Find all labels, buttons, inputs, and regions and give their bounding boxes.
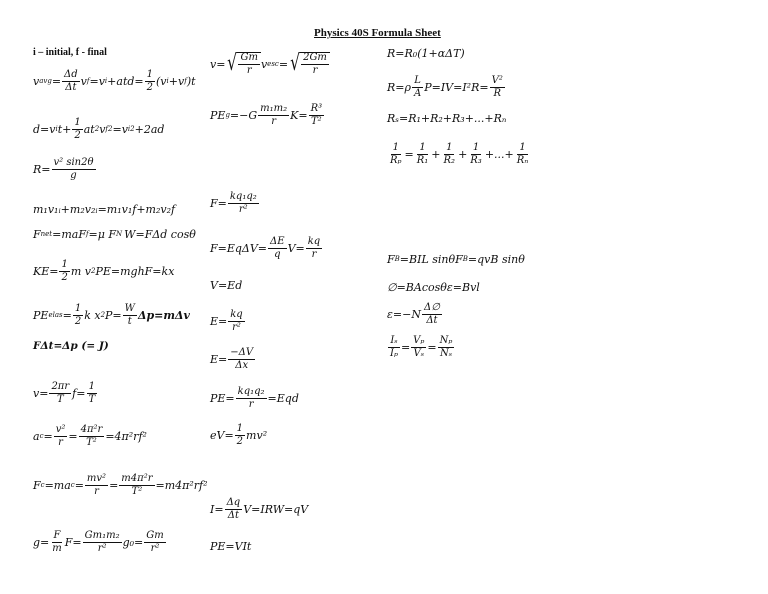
formula-resistivity-power: R=ρ L A P=IV=I²R= $\frac{\text{V²}}{R}$	[387, 75, 503, 99]
formula-gravitational-pe: PE g =−G m₁m₂ r K= $\frac{\text{R³}}{\text{T²}}$	[210, 103, 323, 127]
formula-electric-field-point: E= $\frac{kq}{\text{r²}}$	[210, 309, 243, 333]
page-title: Physics 40S Formula Sheet	[314, 27, 441, 39]
formula-induced-emf: ε=−N Δ∅ Δt	[387, 302, 440, 326]
formula-elastic-energy: PE elas = 1 2 k x 2 P= $\frac{W}{t}$ Δp=mΔv	[33, 303, 190, 327]
initial-final-note: i – initial, f - final	[33, 47, 107, 58]
formula-parallel-resistance: 1 Rₚ = 1 R₁ + 1 R₂ + 1 R₃ +...+ $\frac{1}{\text{Rₙ}}$	[390, 142, 529, 166]
formula-resistance-temperature: R=R₀(1+αΔT)	[387, 47, 465, 60]
formula-average-velocity: v avg = Δd Δt v f =v i +atd= $\frac{1}{2}$ (v i +v f )t	[33, 69, 196, 93]
formula-electric-pe: PE= $\frac{\text{kq₁q₂}}{r}$ =Eqd	[210, 386, 299, 410]
formula-magnetic-flux: ∅=BAcosθε=Bvl	[387, 281, 480, 294]
formula-transformer: Iₛ Iₚ = Vₚ Vₛ = Nₚ Nₛ	[390, 335, 453, 359]
formula-range: R= $\frac{\text{v² sin2θ}}{g}$	[33, 157, 94, 181]
formula-net-force: F net =maF f =μ F N W=FΔd cosθ	[33, 228, 196, 241]
formula-electric-force: F=EqΔV= $\frac{\Delta E}{q}$ V= $\frac{kq}{r}$	[210, 236, 321, 260]
formula-orbital-velocity: v= √ Gm r v esc = √ 2Gm r	[210, 52, 330, 76]
formula-coulomb-law: F= $\frac{\text{kq₁q₂}}{\text{r²}}$	[210, 191, 257, 215]
formula-electric-field-gradient: E= $\frac{-\Delta V}{\Delta x}$	[210, 347, 254, 371]
formula-series-resistance: Rₛ=R₁+R₂+R₃+...+Rₙ	[387, 112, 507, 125]
formula-v-ed: V=Ed	[210, 279, 243, 292]
formula-circular-velocity: v= $\frac{2\pi r}{T}$ f= $\frac{1}{T}$	[33, 381, 96, 405]
formula-centripetal-force: F c =ma c = mv² r = $\frac{\text{m4π²r}}{\text{T²}}$ =m4π²rf²	[33, 473, 208, 497]
formula-momentum-conservation: m₁v₁ᵢ+m₂v₂ᵢ=m₁v₁f+m₂v₂f	[33, 203, 176, 216]
formula-electric-energy: PE=VIt	[210, 540, 252, 553]
formula-kinetic-energy: KE= $\frac{1}{2}$ m v 2 PE=mghF=kx	[33, 259, 175, 283]
formula-magnetic-force: F B =BIL sinθF B =qvB sinθ	[387, 253, 525, 266]
formula-impulse: FΔt=Δp (= J)	[33, 340, 109, 352]
formula-electron-volt: eV= $\frac{1}{2}$ mv²	[210, 423, 268, 447]
formula-centripetal-acceleration: a c = v² r = $\frac{\text{4π²r}}{\text{T²}}$ =4π²rf²	[33, 424, 147, 448]
formula-displacement: d=v i t+ $\frac{1}{2}$ at 2 v f 2 =v i 2 +2ad	[33, 117, 165, 141]
formula-gravitational-field: g= $\frac{F}{m}$ F= $\frac{\text{Gm₁m₂}}{\text{r²}}$ g₀= $\frac{Gm}{\text{r²}}$	[33, 530, 164, 554]
formula-current: I= $\frac{\Delta q}{\Delta t}$ V=IRW=qV	[210, 497, 309, 521]
